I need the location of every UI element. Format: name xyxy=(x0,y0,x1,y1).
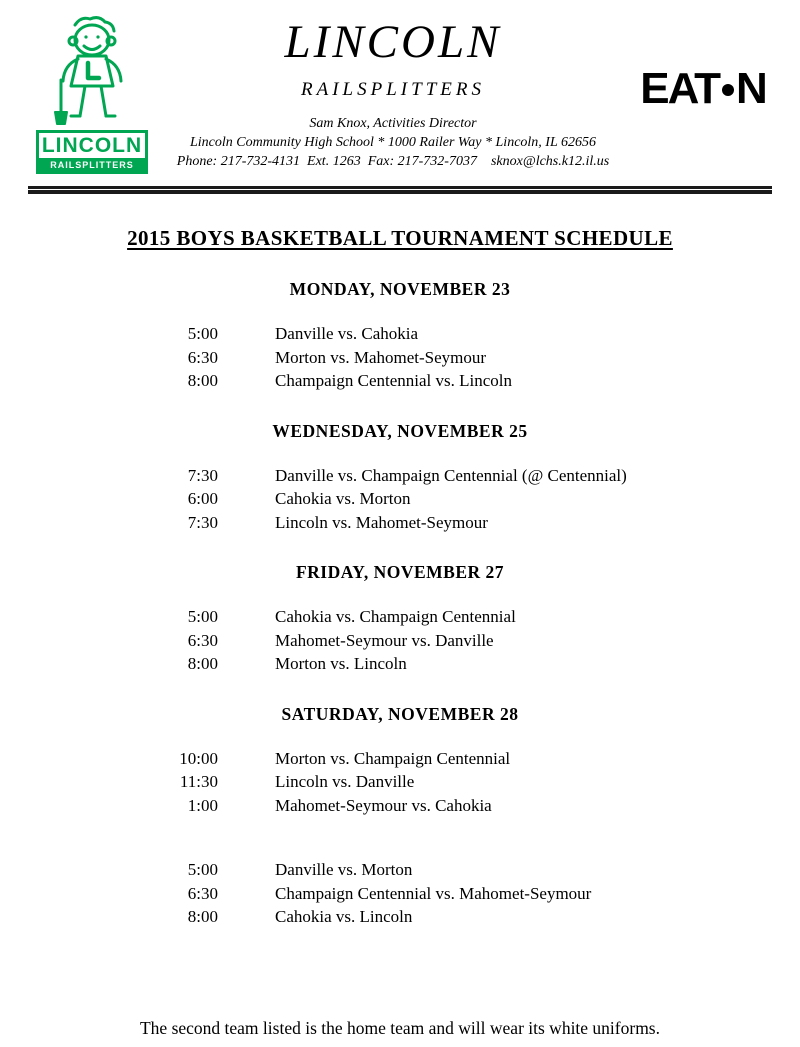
game-row xyxy=(123,605,800,629)
game-matchup: Morton vs. Champaign Centennial xyxy=(275,748,511,768)
team-name: RAILSPLITTERS xyxy=(301,79,485,101)
document-header xyxy=(0,0,800,174)
game-matchup: Mahomet-Seymour vs. Cahokia xyxy=(275,795,492,815)
game-matchup: Lincoln vs. Danville xyxy=(275,772,415,792)
game-matchup: Champaign Centennial vs. Lincoln xyxy=(275,371,513,391)
game-time: 11:30 xyxy=(179,772,218,792)
game-row xyxy=(123,629,800,653)
game-time: 5:00 xyxy=(187,860,218,880)
game-time: 1:00 xyxy=(187,795,218,815)
game-row xyxy=(123,858,800,882)
game-group xyxy=(0,605,800,676)
game-time: 5:00 xyxy=(187,607,218,627)
page-title: 2015 BOYS BASKETBALL TOURNAMENT SCHEDULE xyxy=(127,226,673,251)
game-group xyxy=(0,858,800,929)
lincoln-railsplitters-logo xyxy=(22,12,162,174)
game-matchup: Mahomet-Seymour vs. Danville xyxy=(275,630,494,650)
railsplitter-mascot-icon xyxy=(37,12,147,134)
game-row xyxy=(123,747,800,771)
game-matchup: Cahokia vs. Morton xyxy=(275,489,411,509)
logo-nameplate xyxy=(36,130,148,174)
game-matchup: Cahokia vs. Lincoln xyxy=(275,907,413,927)
game-time: 7:30 xyxy=(187,465,218,485)
game-row xyxy=(123,905,800,929)
eaton-logo-text xyxy=(640,64,766,113)
day-header: FRIDAY, NOVEMBER 27 xyxy=(295,562,505,583)
game-row xyxy=(123,882,800,906)
eaton-text-left: EAT xyxy=(640,64,719,113)
game-time: 6:30 xyxy=(187,630,218,650)
game-time: 6:30 xyxy=(187,883,218,903)
game-time: 8:00 xyxy=(187,371,218,391)
letterhead-center xyxy=(162,12,624,170)
activities-director-line: Sam Knox, Activities Director xyxy=(309,116,477,132)
game-group xyxy=(0,322,800,393)
game-row xyxy=(123,770,800,794)
game-matchup: Champaign Centennial vs. Mahomet-Seymour xyxy=(275,883,592,903)
game-row xyxy=(123,487,800,511)
game-time: 5:00 xyxy=(187,324,218,344)
eaton-logo xyxy=(624,12,782,114)
game-matchup: Morton vs. Mahomet-Seymour xyxy=(275,347,487,367)
game-group xyxy=(0,464,800,535)
game-row xyxy=(123,794,800,818)
game-row xyxy=(123,511,800,535)
schedule-section xyxy=(0,279,800,393)
game-row xyxy=(123,322,800,346)
game-time: 7:30 xyxy=(187,512,218,532)
game-time: 8:00 xyxy=(187,907,218,927)
game-matchup: Lincoln vs. Mahomet-Seymour xyxy=(275,512,488,532)
logo-name-text: LINCOLN xyxy=(41,134,143,157)
game-row xyxy=(123,369,800,393)
game-matchup: Morton vs. Lincoln xyxy=(275,654,407,674)
game-time: 8:00 xyxy=(187,654,218,674)
game-group xyxy=(0,747,800,818)
schedule-section xyxy=(0,562,800,676)
game-matchup: Danville vs. Champaign Centennial (@ Centennial) xyxy=(275,465,627,485)
game-row xyxy=(123,464,800,488)
letterhead-rule-divider xyxy=(28,186,772,194)
game-matchup: Danville vs. Cahokia xyxy=(275,324,419,344)
phone-fax-email-line: Phone: 217-732-4131 Ext. 1263 Fax: 217-732-7037 sknox@lchs.k12.il.us xyxy=(176,154,610,170)
game-matchup: Danville vs. Morton xyxy=(275,860,413,880)
eaton-text-right: N xyxy=(735,64,766,113)
game-time: 6:30 xyxy=(187,347,218,367)
schedule-section xyxy=(0,704,800,929)
day-header: WEDNESDAY, NOVEMBER 25 xyxy=(272,420,528,441)
school-address-line: Lincoln Community High School * 1000 Railer Way * Lincoln, IL 62656 xyxy=(190,135,596,151)
day-header: SATURDAY, NOVEMBER 28 xyxy=(281,703,519,724)
schedule-section xyxy=(0,421,800,535)
day-header: MONDAY, NOVEMBER 23 xyxy=(289,279,511,300)
logo-subname-text: RAILSPLITTERS xyxy=(39,158,145,171)
game-row xyxy=(123,652,800,676)
eaton-dot-icon xyxy=(722,84,734,96)
game-row xyxy=(123,346,800,370)
game-matchup: Cahokia vs. Champaign Centennial xyxy=(275,607,516,627)
tournament-schedule xyxy=(0,279,800,929)
school-name: LINCOLN xyxy=(284,16,502,68)
game-time: 10:00 xyxy=(179,748,218,768)
game-time: 6:00 xyxy=(187,489,218,509)
home-team-note: The second team listed is the home team and will wear its white uniforms. xyxy=(139,1018,660,1038)
